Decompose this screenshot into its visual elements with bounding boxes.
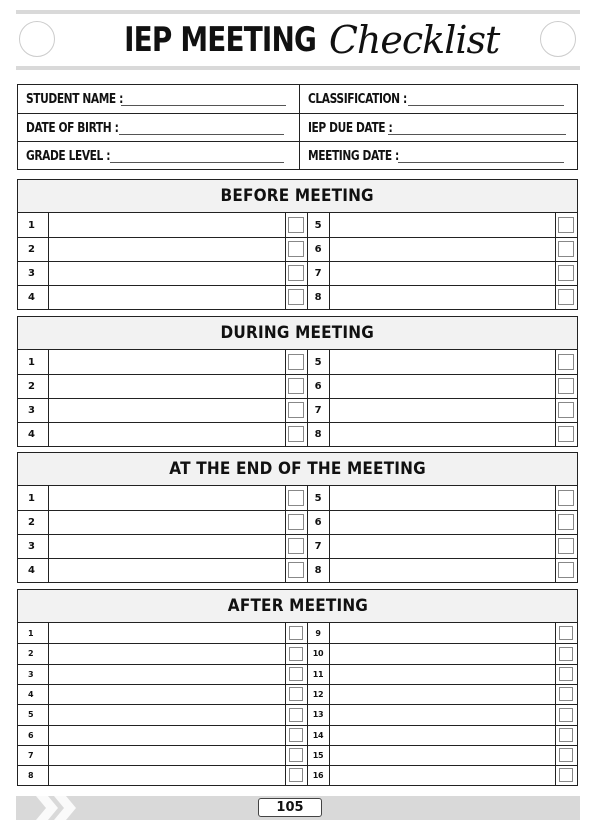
item-number: 7 <box>314 540 322 552</box>
section-rows <box>18 623 577 785</box>
item-number: 9 <box>315 628 321 638</box>
item-number: 13 <box>312 710 324 719</box>
checklist-item-input[interactable] <box>49 486 285 510</box>
student-info-box <box>17 84 578 170</box>
checkbox[interactable] <box>289 647 303 661</box>
date-of-birth-label: DATE OF BIRTH : <box>26 120 119 136</box>
item-number: 4 <box>28 689 34 699</box>
section-header <box>18 317 577 350</box>
item-number: 1 <box>28 219 35 231</box>
checkbox[interactable] <box>288 378 304 394</box>
page-number: 105 <box>258 798 322 817</box>
checkbox[interactable] <box>558 490 574 506</box>
classification-label: CLASSIFICATION : <box>308 91 407 107</box>
item-number: 8 <box>314 564 322 576</box>
page-title <box>0 14 602 66</box>
item-number: 2 <box>28 516 35 528</box>
section-title: AT THE END OF THE MEETING <box>169 459 426 479</box>
item-number: 4 <box>28 428 35 440</box>
checkbox[interactable] <box>559 667 573 681</box>
meeting-date-field[interactable] <box>299 142 577 170</box>
checkbox[interactable] <box>558 378 574 394</box>
student-name-label: STUDENT NAME : <box>26 91 123 107</box>
checklist-item-input[interactable] <box>330 398 555 422</box>
item-number: 8 <box>314 428 322 440</box>
checklist-item-input[interactable] <box>49 422 285 446</box>
checklist-item-input[interactable] <box>49 237 285 261</box>
item-number: 2 <box>28 380 35 392</box>
grade-level-label: GRADE LEVEL : <box>26 148 111 164</box>
checklist-item-input[interactable] <box>330 725 555 745</box>
item-number: 7 <box>28 750 34 760</box>
checklist-item-input[interactable] <box>330 623 555 643</box>
item-number: 7 <box>314 404 322 416</box>
title-script: Checklist <box>328 18 500 62</box>
checklist-item-input[interactable] <box>49 745 285 765</box>
checklist-item-input[interactable] <box>49 765 285 785</box>
checklist-item-input[interactable] <box>330 422 555 446</box>
section-title: AFTER MEETING <box>227 596 368 616</box>
item-number: 8 <box>28 770 34 780</box>
checklist-item-input[interactable] <box>49 510 285 534</box>
section-rows <box>18 486 577 582</box>
grade-level-field[interactable] <box>18 142 299 170</box>
checkbox[interactable] <box>559 626 573 640</box>
checkbox[interactable] <box>558 354 574 370</box>
item-number: 8 <box>314 291 322 303</box>
checkbox[interactable] <box>289 667 303 681</box>
item-number: 1 <box>28 356 35 368</box>
item-number: 3 <box>28 669 34 679</box>
info-row <box>18 141 577 170</box>
checklist-item-input[interactable] <box>330 534 555 558</box>
title-main: IEP MEETING <box>123 20 316 60</box>
student-name-field[interactable] <box>18 85 299 113</box>
checklist-item-input[interactable] <box>49 285 285 309</box>
checklist-section <box>17 589 578 786</box>
checkbox[interactable] <box>288 289 304 305</box>
section-header <box>18 590 577 623</box>
checkbox[interactable] <box>288 490 304 506</box>
info-row <box>18 85 577 113</box>
item-number: 10 <box>312 649 324 658</box>
item-number: 1 <box>28 628 34 638</box>
checkbox[interactable] <box>288 265 304 281</box>
iep-due-date-line <box>388 134 566 135</box>
double-chevron-right-icon <box>34 796 94 820</box>
checklist-item-input[interactable] <box>49 725 285 745</box>
date-of-birth-field[interactable] <box>18 114 299 142</box>
checklist-item-input[interactable] <box>49 374 285 398</box>
checkbox[interactable] <box>558 538 574 554</box>
item-number: 16 <box>312 770 324 780</box>
checklist-section <box>17 179 578 310</box>
item-number: 6 <box>28 730 34 740</box>
checkbox[interactable] <box>559 647 573 661</box>
checklist-item-input[interactable] <box>330 237 555 261</box>
item-number: 14 <box>312 730 324 740</box>
checklist-item-input[interactable] <box>49 261 285 285</box>
item-number: 5 <box>314 492 322 504</box>
classification-field[interactable] <box>299 85 577 113</box>
checklist-item-input[interactable] <box>330 213 555 237</box>
checklist-item-input[interactable] <box>330 684 555 704</box>
item-number: 5 <box>314 356 322 368</box>
checkbox[interactable] <box>289 626 303 640</box>
section-rows <box>18 350 577 446</box>
item-number: 7 <box>314 267 322 279</box>
checklist-item-input[interactable] <box>330 558 555 582</box>
checklist-item-input[interactable] <box>49 643 285 664</box>
checkbox[interactable] <box>558 562 574 578</box>
checklist-item-input[interactable] <box>330 745 555 765</box>
checkbox[interactable] <box>288 241 304 257</box>
checklist-item-input[interactable] <box>49 684 285 704</box>
checkbox[interactable] <box>289 687 303 701</box>
checklist-item-input[interactable] <box>49 398 285 422</box>
item-number: 4 <box>28 564 35 576</box>
item-number: 6 <box>314 516 322 528</box>
checklist-item-input[interactable] <box>330 374 555 398</box>
checkbox[interactable] <box>288 562 304 578</box>
item-number: 6 <box>314 380 322 392</box>
checklist-section <box>17 452 578 583</box>
checkbox[interactable] <box>289 728 303 742</box>
section-rows <box>18 213 577 309</box>
grade-level-line <box>110 162 284 163</box>
checklist-item-input[interactable] <box>49 213 285 237</box>
checkbox[interactable] <box>289 708 303 722</box>
checkbox[interactable] <box>558 241 574 257</box>
item-number: 3 <box>28 267 35 279</box>
checklist-item-input[interactable] <box>330 664 555 684</box>
checklist-item-input[interactable] <box>330 350 555 374</box>
checklist-item-input[interactable] <box>330 643 555 664</box>
checklist-section <box>17 316 578 447</box>
item-number: 4 <box>28 291 35 303</box>
checkbox[interactable] <box>288 402 304 418</box>
checkbox[interactable] <box>558 426 574 442</box>
item-number: 3 <box>28 404 35 416</box>
checkbox[interactable] <box>558 402 574 418</box>
checkbox[interactable] <box>559 687 573 701</box>
date-of-birth-line <box>119 134 284 135</box>
checklist-item-input[interactable] <box>330 486 555 510</box>
checklist-item-input[interactable] <box>49 664 285 684</box>
checkbox[interactable] <box>289 748 303 762</box>
item-number: 2 <box>28 243 35 255</box>
header-bottom-bar <box>16 66 580 70</box>
item-number: 2 <box>28 649 34 658</box>
section-header <box>18 180 577 213</box>
student-name-line <box>121 105 286 106</box>
section-title: BEFORE MEETING <box>220 186 375 206</box>
item-number: 6 <box>314 243 322 255</box>
iep-due-date-field[interactable] <box>299 114 577 142</box>
checkbox[interactable] <box>288 426 304 442</box>
item-number: 3 <box>28 540 35 552</box>
checklist-item-input[interactable] <box>330 704 555 725</box>
section-title: DURING MEETING <box>220 323 375 343</box>
checkbox[interactable] <box>289 768 303 782</box>
checkbox[interactable] <box>559 708 573 722</box>
item-number: 5 <box>28 710 34 719</box>
info-row <box>18 113 577 142</box>
meeting-date-label: MEETING DATE : <box>308 148 399 164</box>
checkbox[interactable] <box>559 768 573 782</box>
checklist-item-input[interactable] <box>49 704 285 725</box>
meeting-date-line <box>398 162 564 163</box>
item-number: 5 <box>314 219 322 231</box>
checklist-item-input[interactable] <box>330 285 555 309</box>
checklist-item-input[interactable] <box>49 558 285 582</box>
item-number: 1 <box>28 492 35 504</box>
checklist-item-input[interactable] <box>330 510 555 534</box>
checkbox[interactable] <box>288 217 304 233</box>
checkbox[interactable] <box>288 514 304 530</box>
checklist-item-input[interactable] <box>49 350 285 374</box>
item-number: 12 <box>312 689 324 699</box>
item-number: 11 <box>312 669 324 679</box>
checklist-item-input[interactable] <box>330 765 555 785</box>
checkbox[interactable] <box>558 514 574 530</box>
checklist-item-input[interactable] <box>49 534 285 558</box>
checklist-item-input[interactable] <box>330 261 555 285</box>
checkbox[interactable] <box>559 748 573 762</box>
checklist-item-input[interactable] <box>49 623 285 643</box>
checkbox[interactable] <box>558 217 574 233</box>
item-number: 15 <box>312 750 324 760</box>
checkbox[interactable] <box>558 289 574 305</box>
checkbox[interactable] <box>288 538 304 554</box>
checkbox[interactable] <box>558 265 574 281</box>
section-header <box>18 453 577 486</box>
iep-due-date-label: IEP DUE DATE : <box>308 120 393 136</box>
checkbox[interactable] <box>288 354 304 370</box>
classification-line <box>408 105 564 106</box>
checkbox[interactable] <box>559 728 573 742</box>
